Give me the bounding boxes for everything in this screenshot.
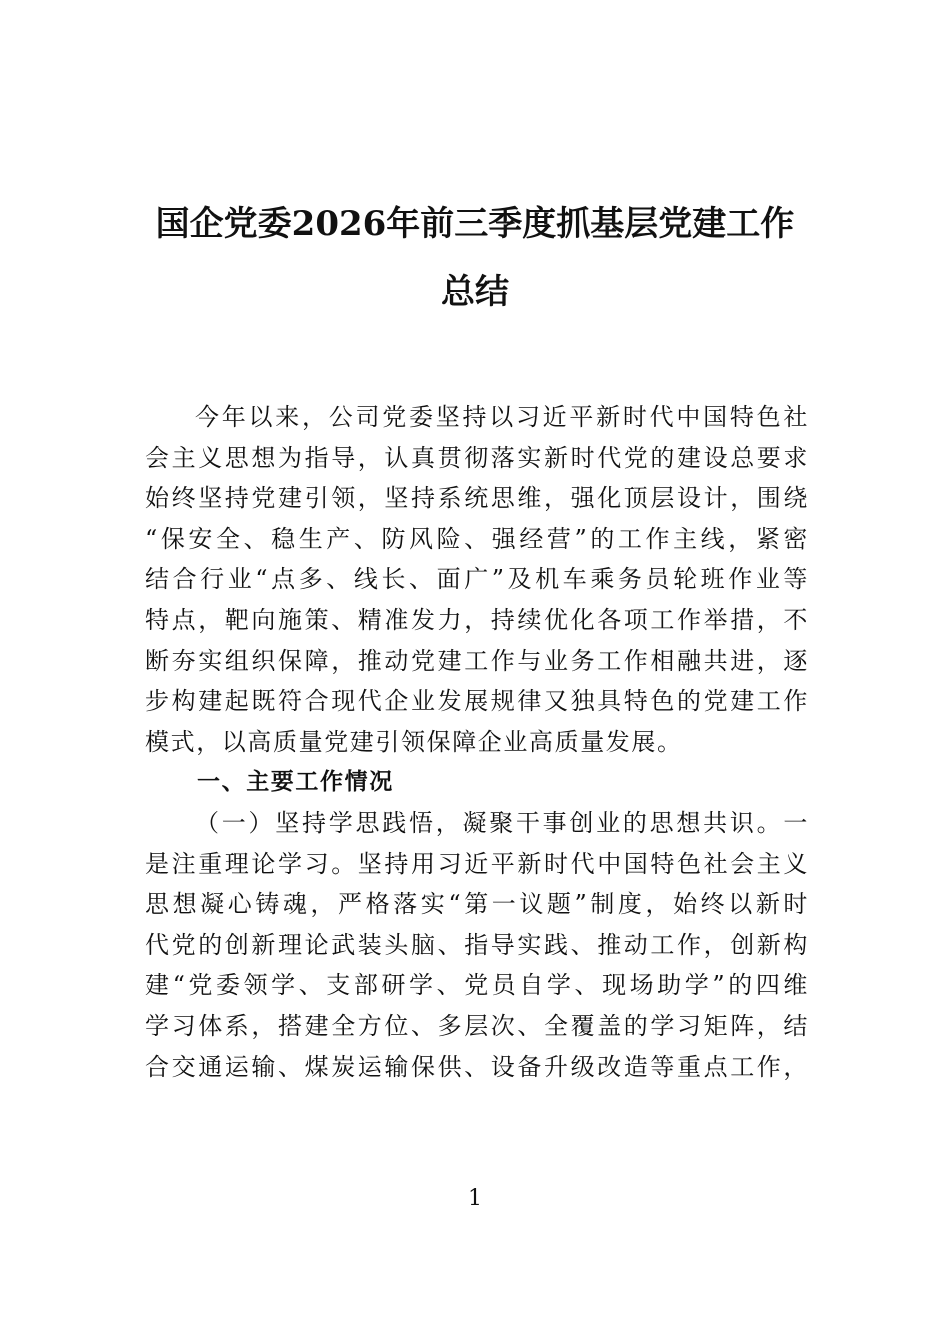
intro-line: 断夯实组织保障，推动党建工作与业务工作相融共进，逐 [145,646,809,675]
title-line-2: 总结 [441,272,509,312]
document-body [145,397,809,1087]
section-line: 合交通运输、煤炭运输保供、设备升级改造等重点工作， [145,1052,809,1081]
document-title [140,190,810,326]
intro-line: “保安全、稳生产、防风险、强经营”的工作主线，紧密 [145,524,809,553]
intro-line: 会主义思想为指导，认真贯彻落实新时代党的建设总要求 [145,443,809,472]
intro-line: 特点，靶向施策、精准发力，持续优化各项工作举措，不 [145,605,809,634]
intro-line: 模式，以高质量党建引领保障企业高质量发展。 [145,727,683,756]
section-line: 建“党委领学、支部研学、党员自学、现场助学”的四维 [145,971,809,1000]
intro-line: 步构建起既符合现代企业发展规律又独具特色的党建工作 [145,687,809,716]
page-number: 1 [468,1186,482,1211]
section-line: 是注重理论学习。坚持用习近平新时代中国特色社会主义 [145,849,809,878]
intro-line: 今年以来，公司党委坚持以习近平新时代中国特色社 [195,403,809,431]
section-line: 代党的创新理论武装头脑、指导实践、推动工作，创新构 [145,930,809,959]
section-line: 学习体系，搭建全方位、多层次、全覆盖的学习矩阵，结 [145,1011,809,1040]
section-line: 思想凝心铸魂，严格落实“第一议题”制度，始终以新时 [145,890,809,919]
intro-line: 结合行业“点多、线长、面广”及机车乘务员轮班作业等 [145,565,809,594]
intro-line: 始终坚持党建引领，坚持系统思维，强化顶层设计，围绕 [145,484,809,513]
title-line-1: 国企党委2026年前三季度抓基层党建工作 [155,204,795,244]
section-line: （一）坚持学思践悟，凝聚干事创业的思想共识。一 [195,808,809,837]
section-heading: 一、主要工作情况 [197,769,394,796]
